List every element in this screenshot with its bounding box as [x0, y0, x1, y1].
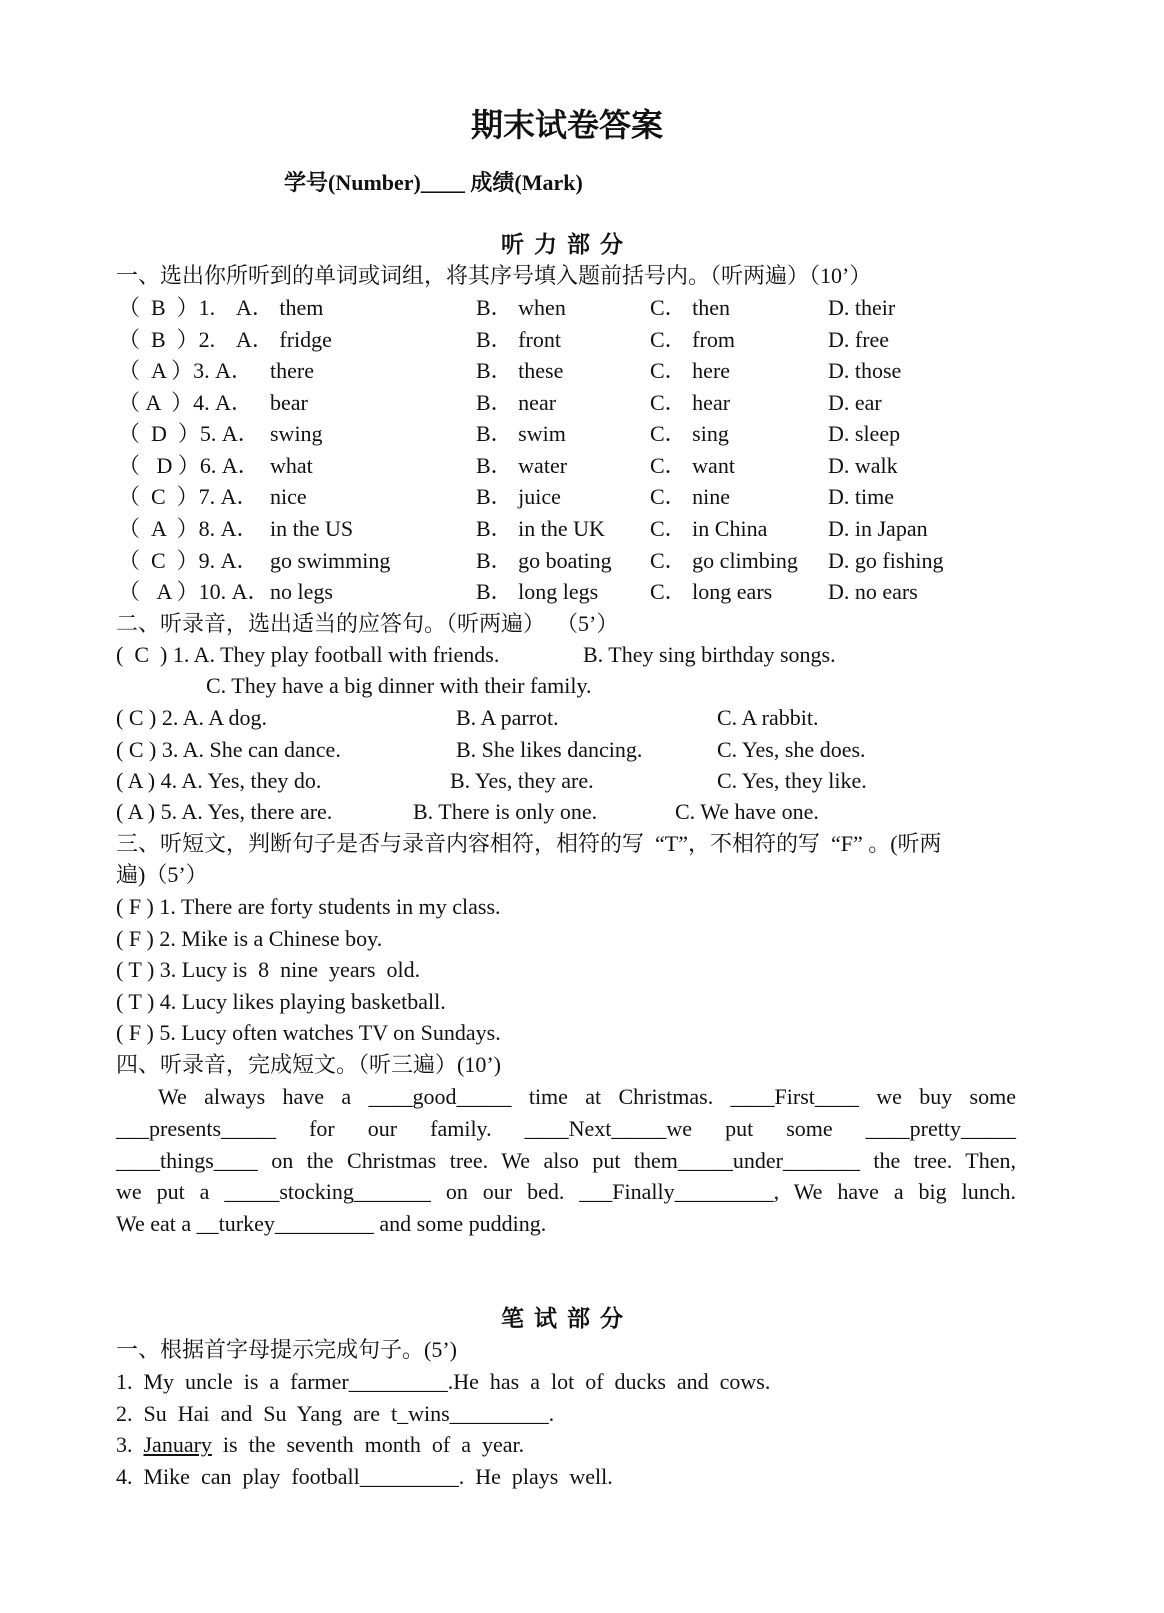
- writing-item-3: [116, 1432, 524, 1458]
- option-c: C． long ears: [650, 579, 773, 604]
- passage-line: We eat a __turkey_________ and some pudding.: [116, 1211, 547, 1236]
- option-b: B. Yes, they are.: [450, 768, 594, 793]
- item-3-rest: is the seventh month of a year.: [211, 1432, 525, 1457]
- option-a: ( C ) 3. A. She can dance.: [116, 737, 341, 762]
- listening-heading: 听力部分: [501, 232, 633, 257]
- option-b: B. A parrot.: [456, 705, 559, 730]
- option-d: D. their: [828, 295, 896, 320]
- option-c: C． want: [650, 453, 735, 478]
- option-b: B． juice: [476, 484, 561, 509]
- option-c: C． then: [650, 295, 731, 320]
- s2-q1-b: B. They sing birthday songs.: [583, 642, 836, 667]
- section-3-heading: 三、听短文，判断句子是否与录音内容相符，相符的写 “T”，不相符的写 “F” 。(听两: [116, 831, 942, 856]
- true-false-item: ( F ) 1. There are forty students in my class.: [116, 894, 501, 919]
- answer-paren: （ C ）9. A．: [118, 548, 259, 573]
- answer-paren: （ B ）1.: [118, 295, 216, 320]
- s2-q1-c: C. They have a big dinner with their family.: [206, 673, 592, 698]
- answer-paren: （ A ）8. A．: [118, 516, 259, 541]
- option-a: A． them: [236, 295, 324, 320]
- option-a: nice: [270, 484, 307, 509]
- option-b: B． water: [476, 453, 568, 478]
- passage-line: ____things____ on the Christmas tree. We also put them_____under_______ the tree. Then,: [116, 1148, 1016, 1173]
- option-a: swing: [270, 421, 323, 446]
- section-1-heading: 一、选出你所听到的单词或词组，将其序号填入题前括号内。（听两遍）（10’）: [116, 263, 872, 288]
- option-d: D. ear: [828, 390, 882, 415]
- writing-item-4: 4. Mike can play football_________. He plays well.: [116, 1464, 613, 1489]
- section-2-heading: 二、听录音，选出适当的应答句。（听两遍） （5’）: [116, 611, 619, 636]
- true-false-item: ( F ) 2. Mike is a Chinese boy.: [116, 925, 383, 951]
- option-d: D. sleep: [828, 421, 901, 446]
- answer-paren: （ A ）4. A．: [118, 390, 254, 415]
- option-a: what: [270, 453, 313, 478]
- writing-heading: 笔试部分: [501, 1306, 633, 1331]
- answer-paren: （ B ）2.: [118, 327, 216, 352]
- option-d: D. no ears: [828, 579, 918, 604]
- option-b: B． long legs: [476, 579, 599, 604]
- number-mark-line: 学号(Number)____ 成绩(Mark): [284, 170, 583, 195]
- answer-paren: （ A ）10. A．: [118, 579, 270, 604]
- option-a: ( A ) 5. A. Yes, there are.: [116, 799, 333, 824]
- option-c: C. Yes, they like.: [717, 768, 867, 793]
- passage-line: ___presents_____ for our family. ____Next_____we put some ____pretty_____: [116, 1116, 1016, 1141]
- section-4-heading: 四、听录音，完成短文。（听三遍）(10’): [116, 1052, 501, 1077]
- option-a: no legs: [270, 579, 333, 604]
- option-b: B． go boating: [476, 548, 612, 573]
- passage-line: we put a _____stocking_______ on our bed. ___Finally_________, We have a big lunch.: [116, 1179, 1016, 1204]
- option-a: there: [270, 358, 314, 383]
- option-c: C． from: [650, 327, 735, 352]
- item-3-underlined-word: January: [143, 1432, 212, 1457]
- option-c: C. A rabbit.: [717, 705, 819, 730]
- option-c: C. Yes, she does.: [717, 737, 866, 762]
- option-c: C． here: [650, 358, 731, 383]
- option-d: D. time: [828, 484, 894, 509]
- writing-item-2: 2. Su Hai and Su Yang are t_wins_________.: [116, 1401, 555, 1426]
- s2-q1-a: ( C ) 1. A. They play football with friends.: [116, 642, 500, 667]
- answer-paren: （ A ）3. A．: [118, 358, 254, 383]
- true-false-item: ( T ) 4. Lucy likes playing basketball.: [116, 988, 446, 1014]
- answer-paren: （ D ）6. A．: [118, 453, 260, 478]
- option-b: B． these: [476, 358, 564, 383]
- option-c: C． hear: [650, 390, 731, 415]
- option-b: B． in the UK: [476, 516, 605, 541]
- page-title: 期末试卷答案: [470, 107, 663, 143]
- option-c: C． in China: [650, 516, 768, 541]
- option-b: B． when: [476, 295, 566, 320]
- option-c: C． sing: [650, 421, 729, 446]
- option-c: C． go climbing: [650, 548, 798, 573]
- option-b: B． front: [476, 327, 561, 352]
- option-b: B. She likes dancing.: [456, 737, 643, 762]
- option-d: D. go fishing: [828, 548, 944, 573]
- passage-line: We always have a ____good_____ time at Christmas. ____First____ we buy some: [158, 1084, 1016, 1109]
- true-false-item: ( T ) 3. Lucy is 8 nine years old.: [116, 957, 421, 983]
- option-b: B. There is only one.: [413, 799, 598, 824]
- section-3-heading-cont: 遍)（5’）: [116, 862, 208, 887]
- option-a: ( C ) 2. A. A dog.: [116, 705, 267, 730]
- answer-paren: （ D ）5. A．: [118, 421, 260, 446]
- option-d: D. those: [828, 358, 902, 383]
- option-d: D. in Japan: [828, 516, 928, 541]
- option-d: D. free: [828, 327, 890, 352]
- answer-paren: （ C ）7. A．: [118, 484, 259, 509]
- item-3-number: 3.: [116, 1432, 144, 1457]
- option-b: B． near: [476, 390, 557, 415]
- true-false-item: ( F ) 5. Lucy often watches TV on Sundays.: [116, 1020, 501, 1046]
- option-a: ( A ) 4. A. Yes, they do.: [116, 768, 322, 793]
- option-d: D. walk: [828, 453, 898, 478]
- writing-item-1: 1. My uncle is a farmer_________.He has a lot of ducks and cows.: [116, 1369, 771, 1394]
- option-c: C. We have one.: [675, 799, 819, 824]
- option-a: A． fridge: [236, 327, 332, 352]
- option-a: in the US: [270, 516, 354, 541]
- writing-section-1-heading: 一、根据首字母提示完成句子。(5’): [116, 1337, 457, 1362]
- option-a: go swimming: [270, 548, 391, 573]
- option-b: B． swim: [476, 421, 566, 446]
- option-c: C． nine: [650, 484, 731, 509]
- option-a: bear: [270, 390, 308, 415]
